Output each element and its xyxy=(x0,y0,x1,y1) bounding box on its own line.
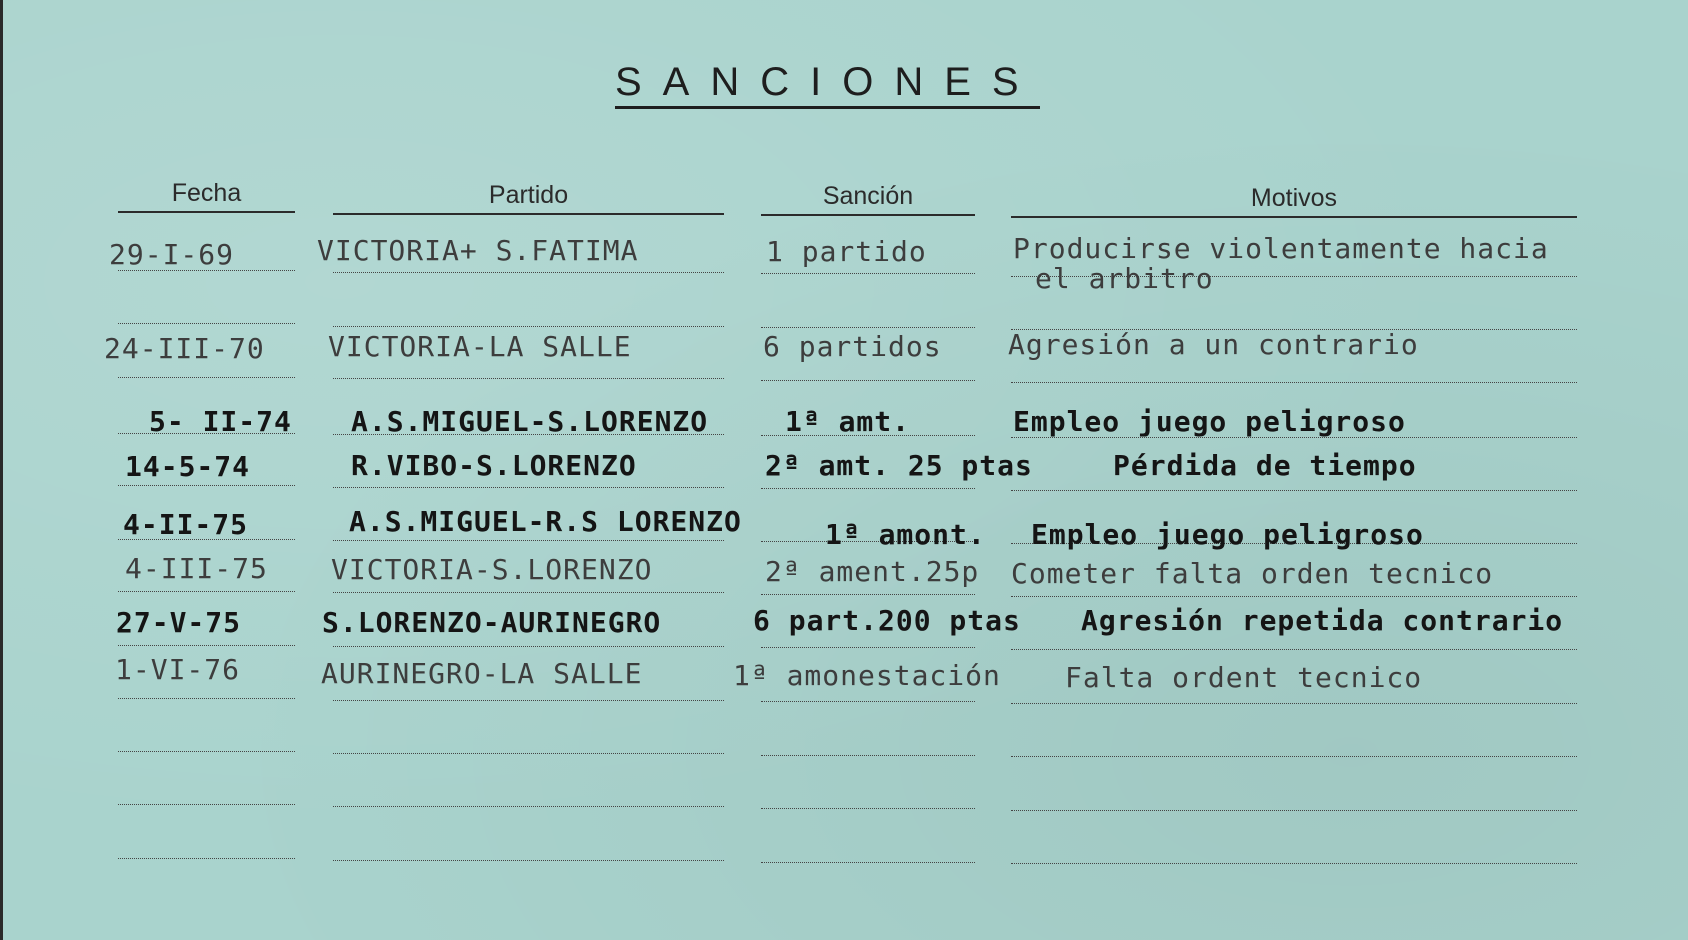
entry-fecha: 29-I-69 xyxy=(109,238,235,271)
rule-line xyxy=(333,272,724,273)
entry-motivos: Cometer falta orden tecnico xyxy=(1011,557,1494,590)
entry-sancion: 2ª amt. 25 ptas xyxy=(765,449,1033,482)
entry-motivos: Empleo juego peligroso xyxy=(1031,518,1424,551)
rule-line xyxy=(761,647,975,648)
entry-partido: A.S.MIGUEL-R.S LORENZO xyxy=(349,505,742,538)
rule-line xyxy=(761,808,975,809)
entry-partido: VICTORIA+ S.FATIMA xyxy=(317,234,639,267)
rule-line xyxy=(761,755,975,756)
entry-partido: S.LORENZO-AURINEGRO xyxy=(322,606,662,639)
entry-motivos: Agresión a un contrario xyxy=(1008,328,1419,361)
rule-line xyxy=(1011,649,1577,650)
entry-sancion: 6 partidos xyxy=(763,330,942,363)
rule-line xyxy=(761,380,975,381)
entry-sancion: 6 part.200 ptas xyxy=(753,604,1021,637)
rule-line xyxy=(333,592,724,593)
header-motivos: Motivos xyxy=(1011,183,1577,218)
entry-partido: A.S.MIGUEL-S.LORENZO xyxy=(351,405,709,438)
rule-line xyxy=(333,487,724,488)
entry-sancion: 1ª amont. xyxy=(825,518,986,551)
entry-fecha: 4-II-75 xyxy=(123,508,249,541)
entry-fecha: 4-III-75 xyxy=(125,552,268,585)
rule-line xyxy=(118,804,295,805)
rule-line xyxy=(333,326,724,327)
rule-line xyxy=(333,700,724,701)
rule-line xyxy=(333,378,724,379)
rule-line xyxy=(1011,596,1577,597)
rule-line xyxy=(333,860,724,861)
rule-line xyxy=(1011,756,1577,757)
rule-line xyxy=(761,488,975,489)
rule-line xyxy=(118,698,295,699)
header-sancion: Sanción xyxy=(761,181,975,216)
rule-line xyxy=(333,540,724,541)
entry-sancion: 1ª amonestación xyxy=(733,659,1001,692)
header-partido: Partido xyxy=(333,180,724,215)
rule-line xyxy=(118,751,295,752)
rule-line xyxy=(118,591,295,592)
entry-fecha: 5- II-74 xyxy=(149,405,292,438)
entry-sancion: 2ª ament.25p xyxy=(765,555,980,588)
rule-line xyxy=(118,485,295,486)
entry-motivos: Empleo juego peligroso xyxy=(1013,405,1406,438)
entry-motivos: Pérdida de tiempo xyxy=(1113,449,1417,482)
rule-line xyxy=(1011,863,1577,864)
rule-line xyxy=(118,858,295,859)
rule-line xyxy=(761,862,975,863)
rule-line xyxy=(118,323,295,324)
entry-partido: VICTORIA-S.LORENZO xyxy=(331,553,653,586)
entry-partido: R.VIBO-S.LORENZO xyxy=(351,449,637,482)
entry-partido: VICTORIA-LA SALLE xyxy=(328,330,632,363)
entry-sancion: 1 partido xyxy=(766,235,927,268)
entry-motivos-continued: el arbitro xyxy=(1035,262,1214,295)
rule-line xyxy=(761,701,975,702)
rule-line xyxy=(1011,490,1577,491)
entry-motivos: Falta ordent tecnico xyxy=(1065,661,1423,694)
entry-partido: AURINEGRO-LA SALLE xyxy=(321,657,643,690)
rule-line xyxy=(761,273,975,274)
rule-line xyxy=(118,377,295,378)
rule-line xyxy=(761,327,975,328)
rule-line xyxy=(333,753,724,754)
entry-motivos: Producirse violentamente hacia xyxy=(1013,232,1549,265)
rule-line xyxy=(761,594,975,595)
rule-line xyxy=(333,646,724,647)
entry-fecha: 1-VI-76 xyxy=(115,653,241,686)
entry-fecha: 27-V-75 xyxy=(116,606,242,639)
rule-line xyxy=(333,806,724,807)
entry-sancion: 1ª amt. xyxy=(785,405,911,438)
header-fecha: Fecha xyxy=(118,178,295,213)
entry-motivos: Agresión repetida contrario xyxy=(1081,604,1564,637)
rule-line xyxy=(1011,382,1577,383)
card-title: SANCIONES xyxy=(615,58,1040,109)
entry-fecha: 24-III-70 xyxy=(104,332,265,365)
entry-fecha: 14-5-74 xyxy=(125,450,251,483)
rule-line xyxy=(1011,703,1577,704)
rule-line xyxy=(1011,810,1577,811)
rule-line xyxy=(118,645,295,646)
